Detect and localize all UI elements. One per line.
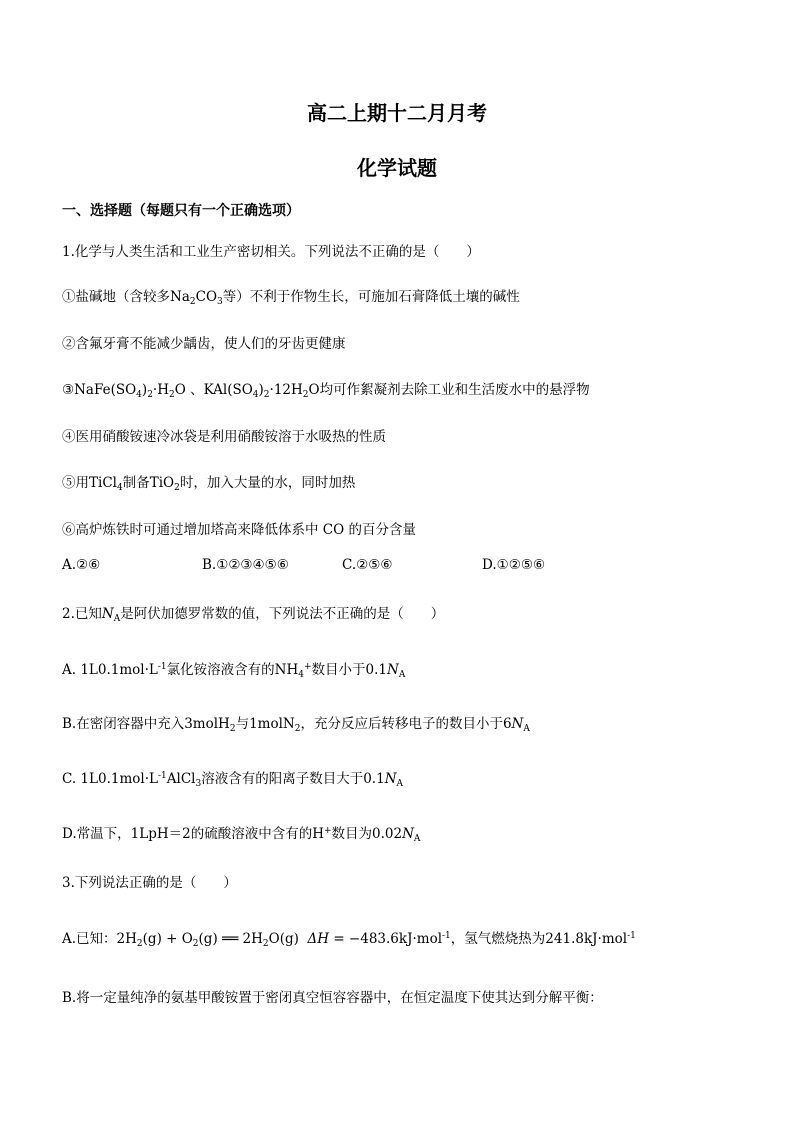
q1-statement-2: ②含氟牙膏不能减少龋齿，使人们的牙齿更健康: [62, 336, 346, 352]
q2-option-c: C. $1L0.1mol\cdot L^{-1}AlCl_3$溶液含有的阳离子数目大于$0.1N_A$: [62, 771, 403, 789]
q1-statement-3: $③NaFe(SO_4)_2\cdot H_2O$ 、$KAl(SO_4)_2\cdot 12H_2O$均可作絮凝剂去除工业和生活废水中的悬浮物: [62, 382, 590, 400]
exam-subtitle: 化学试题: [357, 156, 437, 180]
q1-statement-4: ④医用硝酸铵速冷冰袋是利用硝酸铵溶于水吸热的性质: [62, 429, 386, 445]
q1-stem: 1.化学与人类生活和工业生产密切相关。下列说法不正确的是（ ）: [62, 244, 480, 260]
q1-option-c: C.②⑤⑥: [342, 557, 393, 573]
q3-option-a: A.已知：$2H_2(g) + O_2(g)$ ══ $2H_2O(g) \Delta H = -483.6kJ\cdot mol^{-1}$，氢气燃烧热为241.8kJ·mol$^{-1}$: [62, 931, 636, 949]
section-heading: 一、选择题（每题只有一个正确选项）: [62, 203, 300, 219]
q1-option-a: A.②⑥: [62, 557, 101, 573]
q1-statement-5: ⑤用TiCl$_4$制备TiO$_2$时，加入大量的水，同时加热: [62, 475, 356, 493]
q1-option-b: B.①②③④⑤⑥: [202, 557, 289, 573]
q2-option-b: B.在密闭容器中充入3molH$_2$与1molN$_2$，充分反应后转移电子的数目小于$6N_A$: [62, 716, 530, 734]
q3-option-b: B.将一定量纯净的氨基甲酸铵置于密闭真空恒容容器中，在恒定温度下使其达到分解平衡：: [62, 990, 603, 1006]
q1-statement-6: ⑥高炉炼铁时可通过增加塔高来降低体系中 CO 的百分含量: [62, 522, 416, 538]
q1-statement-1: ①盐碱地（含较多$Na_2CO_3$等）不利于作物生长，可施加石膏降低土壤的碱性: [62, 289, 520, 307]
q2-option-a: A. $1L0.1mol\cdot L^{-1}$氯化铵溶液含有的$NH_4^+$数目小于$0.1N_A$: [62, 662, 406, 680]
q2-stem: 2.已知$N_A$是阿伏加德罗常数的值，下列说法不正确的是（ ）: [62, 606, 445, 624]
exam-title: 高二上期十二月月考: [307, 101, 487, 125]
q1-option-d: D.①②⑤⑥: [482, 557, 546, 573]
q2-option-d: D.常温下，1LpH＝2的硫酸溶液中含有的H+数目为$0.02N_A$: [62, 826, 421, 844]
q3-stem: 3.下列说法正确的是（ ）: [62, 875, 237, 891]
